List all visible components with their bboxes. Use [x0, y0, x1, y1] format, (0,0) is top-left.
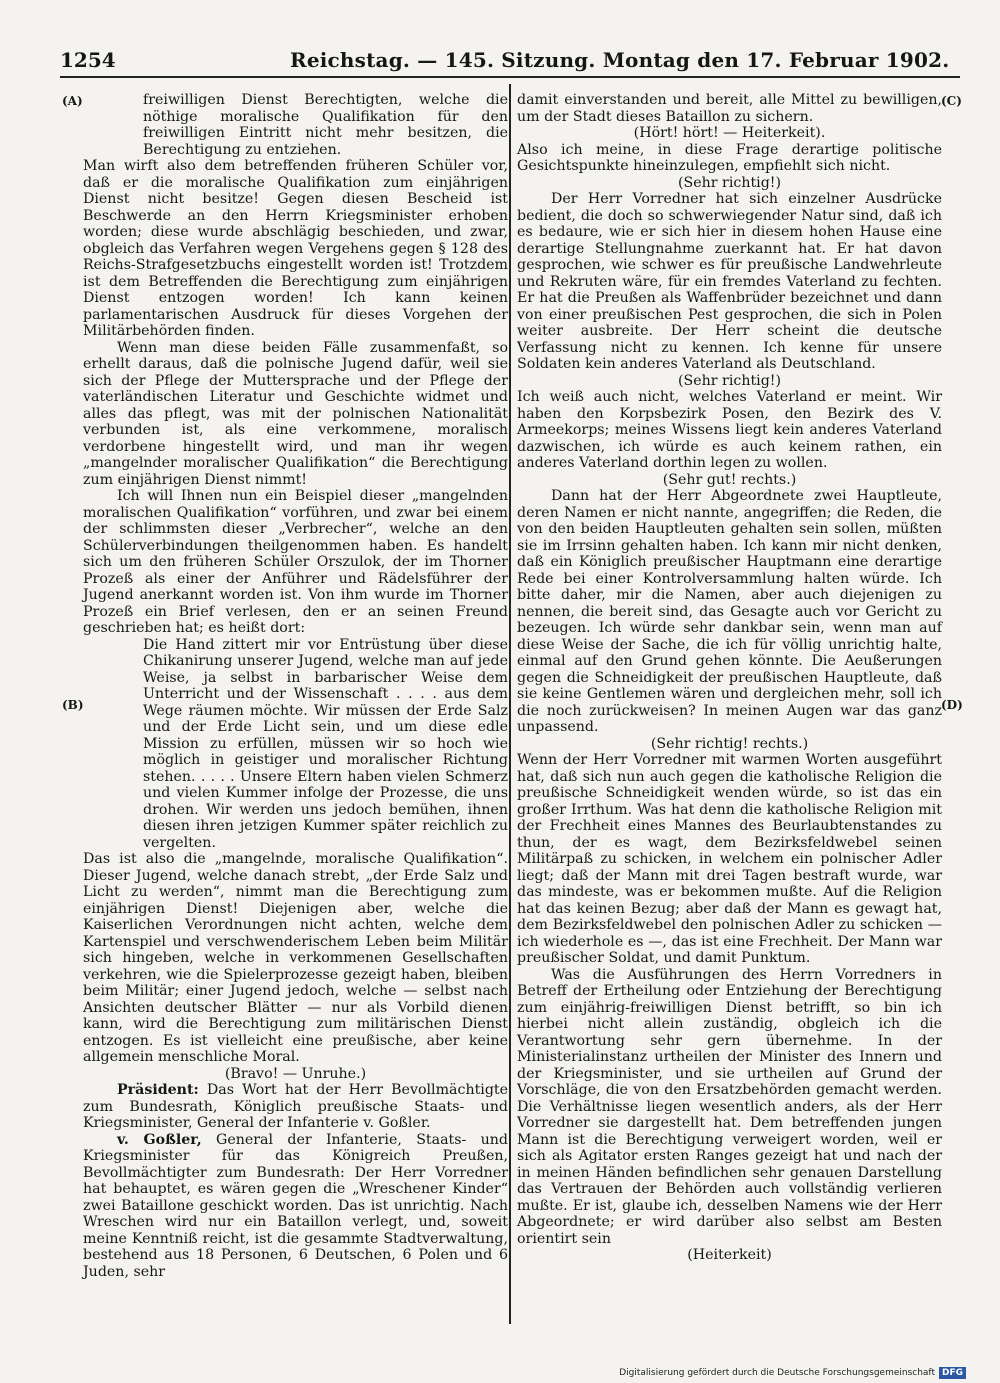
interjection: [517, 472, 942, 489]
paragraph-text: Was die Ausführungen des Herrn Vorredners in Betreff der Ertheilung oder Entziehung der Berechtigung zum einjährig-freiwilligen Dienst betrifft, so bin ich hierbei nicht allein zuständig, obgleich ich die Verantwortung sehr gern übernehme. In der Ministerialinstanz urtheilen der Minister des Innern und der Kriegsminister, und sie urtheilen auf Grund der Vorschläge, die von den Ersatzbehörden gemacht werden. Die Verhältnisse liegen wesentlich anders, als der Herr Vorredner sie dargestellt hat. Dem betreffenden jungen Mann ist die Berechtigung verweigert worden, weil er sich als Agitator ersten Ranges gezeigt hat und nach der in meinen Händen befindlichen sehr genauen Darstellung das Vertrauen der Behörden auch vollständig verlieren mußte. Er ist, glaube ich, desselben Namens wie der Herr Abgeordnete; er wird darüber also selbst am Besten orientirt sein: [517, 966, 942, 1247]
paragraph-text: Die Hand zittert mir vor Entrüstung über diese Chikanirung unserer Jugend, welche man auf jede Weise, ja selbst in barbarischer Weise dem Unterricht und der Wissenschaft . . . . aus dem Wege räumen möchte. Wir müssen der Erde Salz und der Erde Licht sein, und um diese edle Mission zu erfüllen, müssen wir so hoch wie möglich in geistiger und moralischer Richtung stehen. . . . . Unsere Eltern haben vielen Schmerz und vielen Kummer infolge der Prozesse, die uns drohen. Wir werden uns jedoch bemühen, ihnen diesen ihren jetzigen Kummer später reichlich zu vergelten.: [143, 636, 508, 851]
paragraph-text: Dann hat der Herr Abgeordnete zwei Hauptleute, deren Namen er nicht nannte, angegriffen; die Reden, die von den beiden Hauptleuten gehalten sein sollen, müßten sie im Irrsinn gehalten haben. Ich kann mir nicht denken, daß ein Königlich preußischer Hauptmann eine derartige Rede bei einer Kontrolversammlung halten würde. Ich bitte daher, mir die Namen, aber auch diejenigen zu nennen, die bereit sind, das Gesagte auch vor Gericht zu bezeugen. Ich würde sehr dankbar sein, wenn man auf diese Weise der Sache, die ich für völlig unrichtig halte, einmal auf den Grund gehen könnte. Die Aeußerungen gegen die Schneidigkeit der preußischen Hauptleute, daß sie keine Gentlemen wären und dergleichen mehr, soll ich die noch zurückweisen? In meinen Augen war das ganz unpassend.: [517, 488, 942, 735]
margin-mark-d: (D): [941, 698, 963, 712]
footer-credit: Digitalisierung gefördert durch die Deutsche Forschungsgemeinschaft: [619, 1368, 935, 1378]
interjection: [517, 1247, 942, 1264]
paragraph: [83, 158, 508, 340]
page-number: 1254: [60, 48, 116, 72]
paragraph: [83, 340, 508, 489]
paragraph-text: Das ist also die „mangelnde, moralische Qualifikation“. Dieser Jugend, welche danach strebt, „der Erde Salz und Licht zu werden“, nimmt man die Berechtigung zum einjährigen Dienst! Diejenigen aber, welche die Kaiserlichen Verordnungen nicht achten, welche dem Kartenspiel und verschwenderischem Leben beim Militär sich hingeben, welche in verkommenen Gesellschaften verkehren, wie die Spielerprozesse gezeigt haben, bleiben beim Militär; einer Jugend jedoch, welche — selbst nach Ansichten deutscher Blätter — nur als Vorbild dienen kann, wird die Berechtigung zum militärischen Dienst entzogen. Es ist vielleicht eine preußische, aber keine allgemein menschliche Moral.: [83, 851, 508, 1065]
quoted-paragraph: [143, 92, 508, 158]
left-column: [83, 92, 508, 1280]
paragraph-text: (Sehr richtig! rechts.): [650, 735, 809, 752]
interjection: [517, 175, 942, 192]
paragraph: [517, 191, 942, 373]
paragraph-text: Ich weiß auch nicht, welches Vaterland er meint. Wir haben den Korpsbezirk Posen, den Bezirk des V. Armeekorps; meines Wissens liegt kein anderes Vaterland dazwischen, ich würde es auch keinem rathen, ein anderes Vaterland dorthin legen zu wollen.: [517, 389, 942, 471]
paragraph: [83, 1082, 508, 1132]
paragraph-text: (Bravo! — Unruhe.): [224, 1065, 367, 1082]
paragraph-text: (Hört! hört! — Heiterkeit).: [633, 125, 826, 141]
interjection: [517, 736, 942, 753]
paragraph: [517, 488, 942, 736]
paragraph: [517, 389, 942, 472]
paragraph-text: General der Infanterie, Staats- und Kriegsminister für das Königreich Preußen, Bevollmächtigter zum Bundesrath: Der Herr Vorredner hat behauptet, es wären gegen die „Wreschener Kinder“ zwei Bataillone geschickt worden. Das ist unrichtig. Nach Wreschen wird nur ein Bataillon verlegt, und, soweit meine Kenntniß reicht, ist die gesammte Stadtverwaltung, bestehend aus 18 Personen, 6 Deutschen, 6 Polen und 6 Juden, sehr: [83, 1131, 508, 1280]
margin-mark-c: (C): [941, 94, 962, 108]
paragraph-text: (Heiterkeit): [687, 1247, 772, 1263]
right-column: [517, 92, 942, 1264]
paragraph-text: freiwilligen Dienst Berechtigten, welche die nöthige moralische Qualifikation für den freiwilligen Eintritt nicht mehr besitzen, die Berechtigung zu entziehen.: [143, 92, 508, 158]
paragraph: [83, 488, 508, 637]
interjection: [83, 1066, 508, 1083]
margin-mark-a: (A): [62, 94, 83, 108]
margin-mark-b: (B): [62, 698, 84, 712]
footer: [619, 1365, 966, 1381]
paragraph-text: (Sehr richtig!): [677, 372, 782, 389]
paragraph: [517, 967, 942, 1248]
paragraph: [83, 1132, 508, 1281]
paragraph-text: Man wirft also dem betreffenden früheren Schüler vor, daß er die moralische Qualifikation zum einjährigen Dienst nicht besitze! Gegen diesen Bescheid ist Beschwerde an den Herrn Kriegsminister erhoben worden; diese wurde abschlägig beschieden, und zwar, obgleich das Verfahren wegen Vergehens gegen § 128 des Reichs-Strafgesetzbuchs eingestellt worden ist! Trotzdem ist dem Betreffenden die Berechtigung zum einjährigen Dienst entzogen worden! Ich kann keinen parlamentarischen Ausdruck für dieses Vorgehen der Militärbehörden finden.: [83, 158, 508, 339]
interjection: [517, 373, 942, 390]
paragraph: [517, 142, 942, 175]
paragraph-text: Das Wort hat der Herr Bevollmächtigte zum Bundesrath, Königlich preußische Staats- und Kriegsminister, General der Infanterie v. Goßler.: [83, 1082, 508, 1131]
paragraph-text: Der Herr Vorredner hat sich einzelner Ausdrücke bedient, die doch so schwerwiegender Natur sind, daß ich es bedaure, wie er sich hier in diesem hohen Hause eine derartige Stellungnahme zuerkannt hat. Er hat davon gesprochen, wie schwer es für preußische Landwehrleute und Rekruten wäre, für ein fremdes Vaterland zu fechten. Er hat die Preußen als Waffenbrüder bezeichnet und dann von einer preußischen Pest gesprochen, die sich in Polen weiter ausbreite. Der Herr scheint die deutsche Verfassung nicht zu kennen. Ich kenne für unsere Soldaten kein anderes Vaterland als Deutschland.: [517, 191, 942, 372]
paragraph: [517, 92, 942, 125]
paragraph-text: (Sehr richtig!): [677, 174, 782, 191]
paragraph-text: Wenn der Herr Vorredner mit warmen Worten ausgeführt hat, daß sich nun auch gegen die katholische Religion die preußische Schneidigkeit wenden würde, so ist das ein großer Irrthum. Was hat denn die katholische Religion mit der Frechheit eines Mannes des Beurlaubtenstandes zu thun, der es wagt, dem Bezirksfeldwebel seinen Militärpaß zu schicken, in welchem ein polnischer Adler liegt; daß der Mann mit drei Tagen bestraft wurde, war das mindeste, was er bekommen mußte. Auf die Religion hat das keinen Bezug; aber daß der Mann es gewagt hat, dem Bezirksfeldwebel den polnischen Adler zu schicken — ich wiederhole es —, das ist eine Frechheit. Der Mann war preußischer Soldat, und damit Punktum.: [517, 752, 942, 966]
running-title: Reichstag. — 145. Sitzung. Montag den 17. Februar 1902.: [290, 48, 950, 72]
column-divider: [509, 84, 511, 1324]
dfg-logo: DFG: [939, 1367, 966, 1379]
page-header: [60, 44, 960, 78]
speaker-name: v. Goßler,: [117, 1131, 202, 1148]
paragraph-text: damit einverstanden und bereit, alle Mittel zu bewilligen, um der Stadt dieses Bataillon zu sichern.: [517, 92, 942, 125]
paragraph: [83, 851, 508, 1066]
quoted-paragraph: [143, 637, 508, 852]
speaker-name: Präsident:: [117, 1082, 199, 1098]
paragraph-text: (Sehr gut! rechts.): [662, 471, 797, 488]
paragraph-text: Ich will Ihnen nun ein Beispiel dieser „mangelnden moralischen Qualifikation“ vorführen, und zwar bei einem der schlimmsten dieser „Verbrecher“, welche an den Schülerverbindungen theilgenommen haben. Es handelt sich um den früheren Schüler Orszulok, der im Thorner Prozeß als einer der Anführer und Rädelsführer der Jugend anerkannt worden ist. Von ihm wurde im Thorner Prozeß ein Brief verlesen, den er an seinen Freund geschrieben hat; es heißt dort:: [83, 488, 508, 636]
interjection: [517, 125, 942, 142]
paragraph-text: Wenn man diese beiden Fälle zusammenfaßt, so erhellt daraus, daß die polnische Jugend dafür, weil sie sich der Pflege der Muttersprache und der Pflege der vaterländischen Literatur und Geschichte widmet und alles das pflegt, was mit der polnischen Nationalität verbunden ist, als eine verkommene, moralisch verdorbene hingestellt wird, und man ihr wegen „mangelnder moralischer Qualifikation“ die Berechtigung zum einjährigen Dienst nimmt!: [83, 339, 508, 488]
paragraph: [517, 752, 942, 967]
paragraph-text: Also ich meine, in diese Frage derartige politische Gesichtspunkte hineinzulegen, empfiehlt sich nicht.: [517, 141, 942, 174]
